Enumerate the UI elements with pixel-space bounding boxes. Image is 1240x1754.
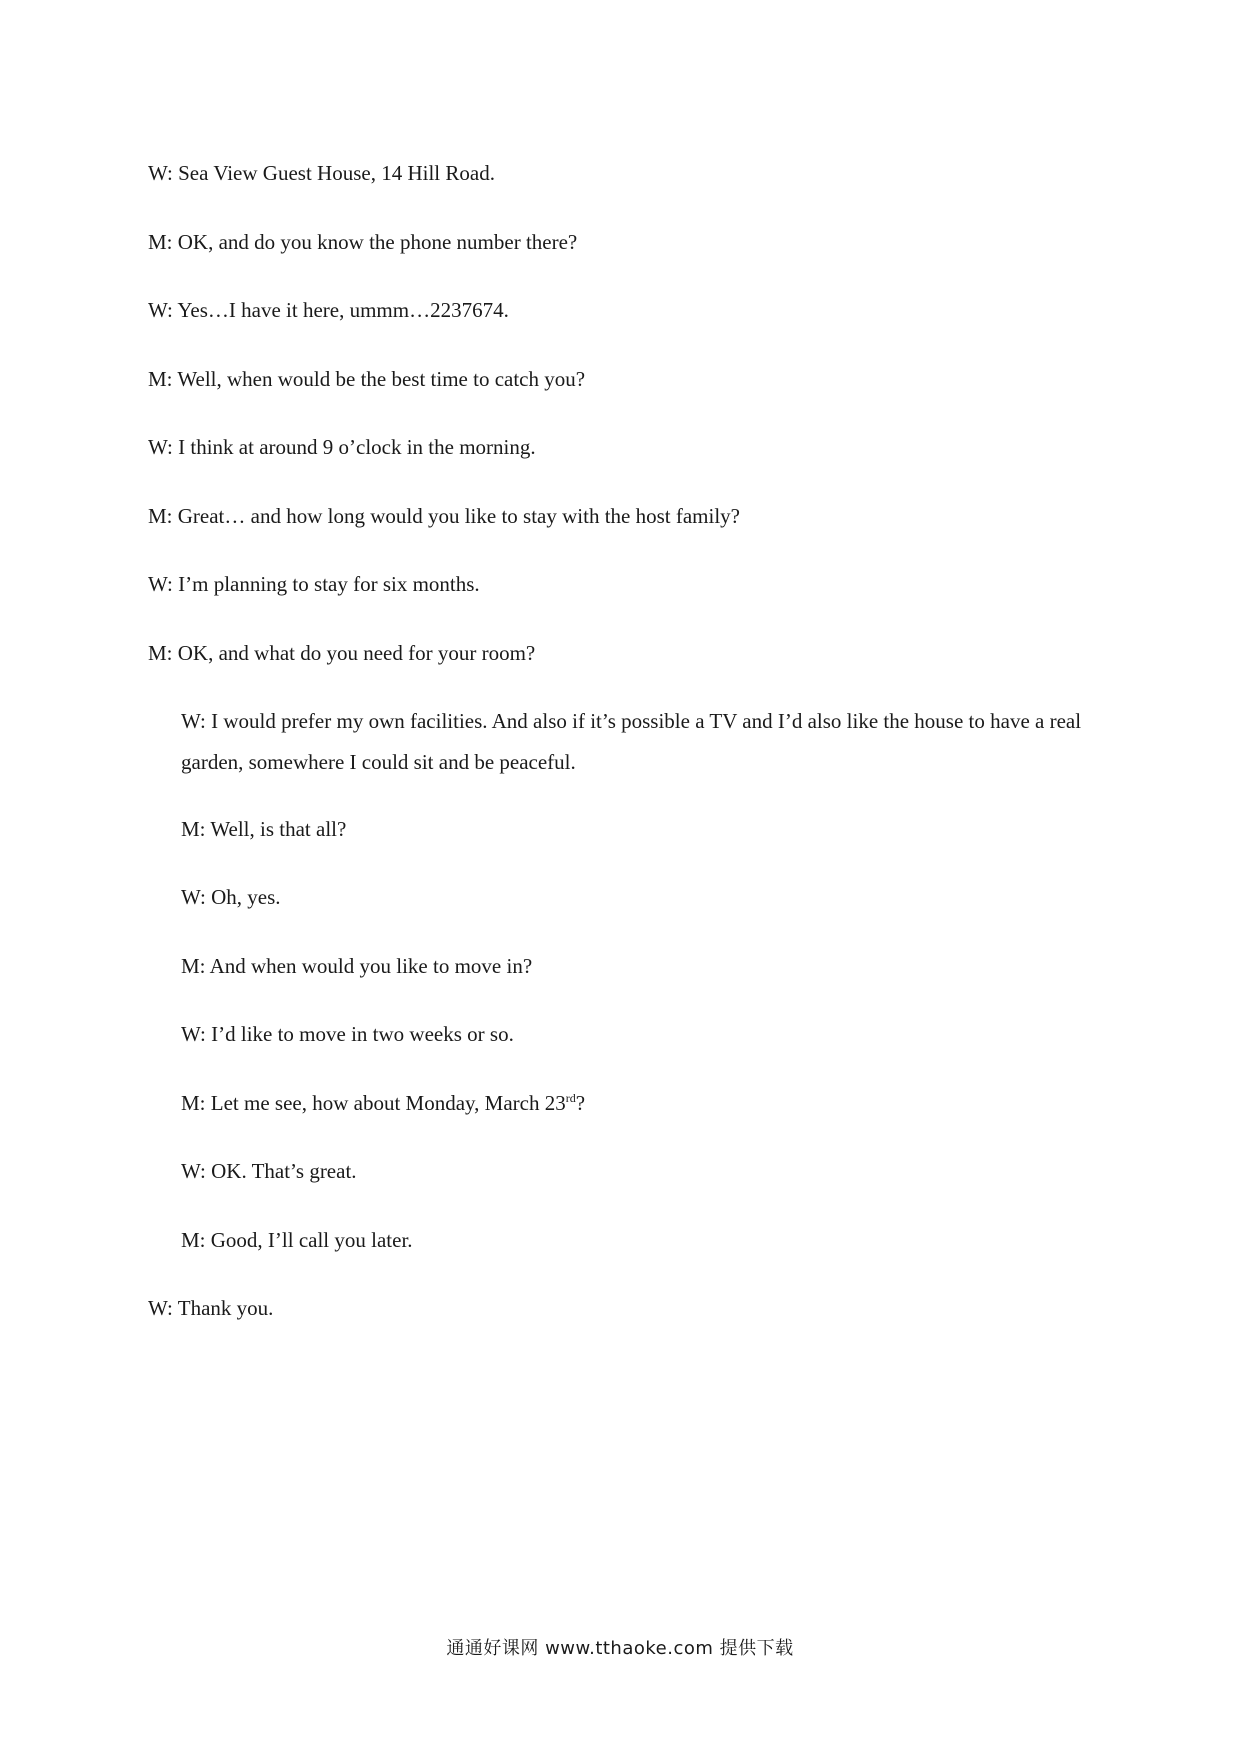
- dialogue-line-17: W: Thank you.: [148, 1296, 274, 1320]
- ordinal-superscript: rd: [565, 1091, 576, 1105]
- dialogue-line-11: W: Oh, yes.: [181, 885, 281, 909]
- dialogue-line-7: W: I’m planning to stay for six months.: [148, 572, 480, 596]
- dialogue-line-14-text: M: Let me see, how about Monday, March 23: [181, 1091, 566, 1115]
- dialogue-line-9: W: I would prefer my own facilities. And also if it’s possible a TV and I’d also like the house to have a real garden, somewhere I could sit and be peaceful.: [181, 709, 1082, 774]
- dialogue-line-6: M: Great… and how long would you like to stay with the host family?: [148, 504, 740, 528]
- dialogue-line-14-question-mark: ?: [575, 1091, 586, 1115]
- dialogue-line-16: M: Good, I’ll call you later.: [181, 1228, 413, 1252]
- dialogue-line-2: M: OK, and do you know the phone number there?: [148, 230, 578, 254]
- dialogue-line-4: M: Well, when would be the best time to catch you?: [148, 367, 586, 391]
- dialogue-line-13: W: I’d like to move in two weeks or so.: [181, 1022, 514, 1046]
- dialogue-line-15: W: OK. That’s great.: [181, 1159, 357, 1183]
- dialogue-line-1: W: Sea View Guest House, 14 Hill Road.: [148, 161, 495, 185]
- dialogue-line-5: W: I think at around 9 o’clock in the morning.: [148, 435, 536, 459]
- page-footer: 通通好课网 www.tthaoke.com 提供下载: [446, 1638, 794, 1659]
- dialogue-line-3: W: Yes…I have it here, ummm…2237674.: [148, 298, 509, 322]
- dialogue-line-8: M: OK, and what do you need for your room?: [148, 641, 536, 665]
- dialogue-line-14: [181, 1083, 585, 1124]
- dialogue-line-10: M: Well, is that all?: [181, 817, 347, 841]
- dialogue-line-12: M: And when would you like to move in?: [181, 954, 533, 978]
